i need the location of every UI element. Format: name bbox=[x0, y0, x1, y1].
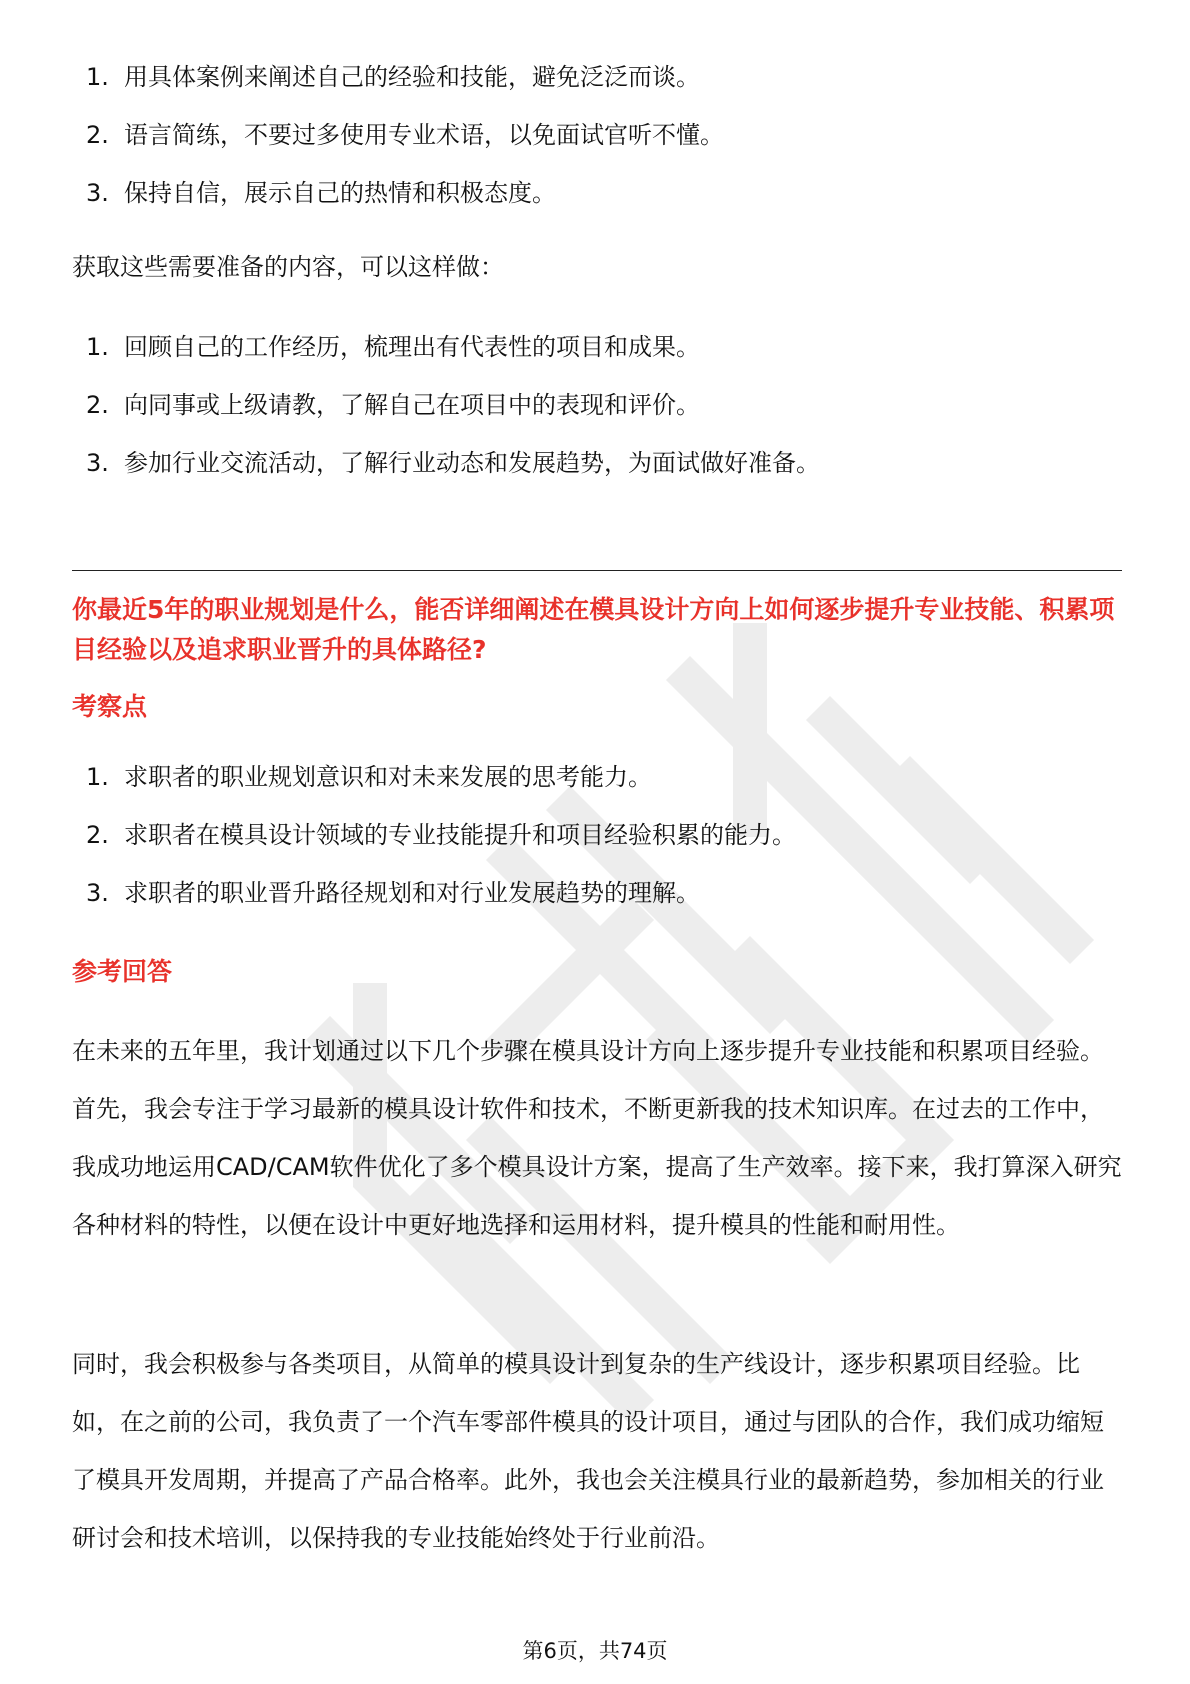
list-item bbox=[86, 446, 1126, 504]
list-item-text: 参加行业交流活动，了解行业动态和发展趋势，为面试做好准备。 bbox=[124, 449, 820, 477]
list-item bbox=[86, 118, 1126, 176]
prep-list bbox=[86, 330, 1126, 504]
list-item-number: 1. bbox=[86, 333, 109, 361]
list-item-number: 3. bbox=[86, 179, 109, 207]
list-item bbox=[86, 818, 1126, 876]
list-item-number: 1. bbox=[86, 763, 109, 791]
focus-list bbox=[86, 760, 1126, 934]
list-item-number: 2. bbox=[86, 391, 109, 419]
list-item-text: 求职者的职业规划意识和对未来发展的思考能力。 bbox=[124, 763, 652, 791]
list-item bbox=[86, 760, 1126, 818]
list-item bbox=[86, 60, 1126, 118]
list-item-number: 1. bbox=[86, 63, 109, 91]
list-item-text: 回顾自己的工作经历，梳理出有代表性的项目和成果。 bbox=[124, 333, 700, 361]
list-item-number: 2. bbox=[86, 121, 109, 149]
answer-paragraph: 在未来的五年里，我计划通过以下几个步骤在模具设计方向上逐步提升专业技能和积累项目经验。首先，我会专注于学习最新的模具设计软件和技术，不断更新我的技术知识库。在过去的工作中，我成功地运用CAD/CAM软件优化了多个模具设计方案，提高了生产效率。接下来，我打算深入研究各种材料的特性，以便在设计中更好地选择和运用材料，提升模具的性能和耐用性。 bbox=[72, 1037, 1122, 1239]
answer-heading: 参考回答 bbox=[72, 957, 173, 986]
prep-intro: 获取这些需要准备的内容，可以这样做： bbox=[72, 253, 504, 281]
list-item-text: 向同事或上级请教，了解自己在项目中的表现和评价。 bbox=[124, 391, 700, 419]
list-item-text: 求职者在模具设计领域的专业技能提升和项目经验积累的能力。 bbox=[124, 821, 796, 849]
list-item bbox=[86, 176, 1126, 234]
interview-question: 你最近5年的职业规划是什么，能否详细阐述在模具设计方向上如何逐步提升专业技能、积累项目经验以及追求职业晋升的具体路径? bbox=[72, 595, 1115, 664]
list-item bbox=[86, 330, 1126, 388]
list-item bbox=[86, 388, 1126, 446]
list-item-text: 用具体案例来阐述自己的经验和技能，避免泛泛而谈。 bbox=[124, 63, 700, 91]
list-item-text: 语言简练，不要过多使用专业术语，以免面试官听不懂。 bbox=[124, 121, 724, 149]
list-item-text: 求职者的职业晋升路径规划和对行业发展趋势的理解。 bbox=[124, 879, 700, 907]
list-item-text: 保持自信，展示自己的热情和积极态度。 bbox=[124, 179, 556, 207]
list-item-number: 2. bbox=[86, 821, 109, 849]
tips-list bbox=[86, 60, 1126, 234]
list-item-number: 3. bbox=[86, 879, 109, 907]
list-item-number: 3. bbox=[86, 449, 109, 477]
list-item bbox=[86, 876, 1126, 934]
answer-paragraph: 同时，我会积极参与各类项目，从简单的模具设计到复杂的生产线设计，逐步积累项目经验。比如，在之前的公司，我负责了一个汽车零部件模具的设计项目，通过与团队的合作，我们成功缩短了模具开发周期，并提高了产品合格率。此外，我也会关注模具行业的最新趋势，参加相关的行业研讨会和技术培训，以保持我的专业技能始终处于行业前沿。 bbox=[72, 1350, 1104, 1552]
page-footer: 第6页，共74页 bbox=[522, 1639, 668, 1663]
focus-heading: 考察点 bbox=[72, 692, 148, 721]
section-divider bbox=[72, 570, 1122, 571]
